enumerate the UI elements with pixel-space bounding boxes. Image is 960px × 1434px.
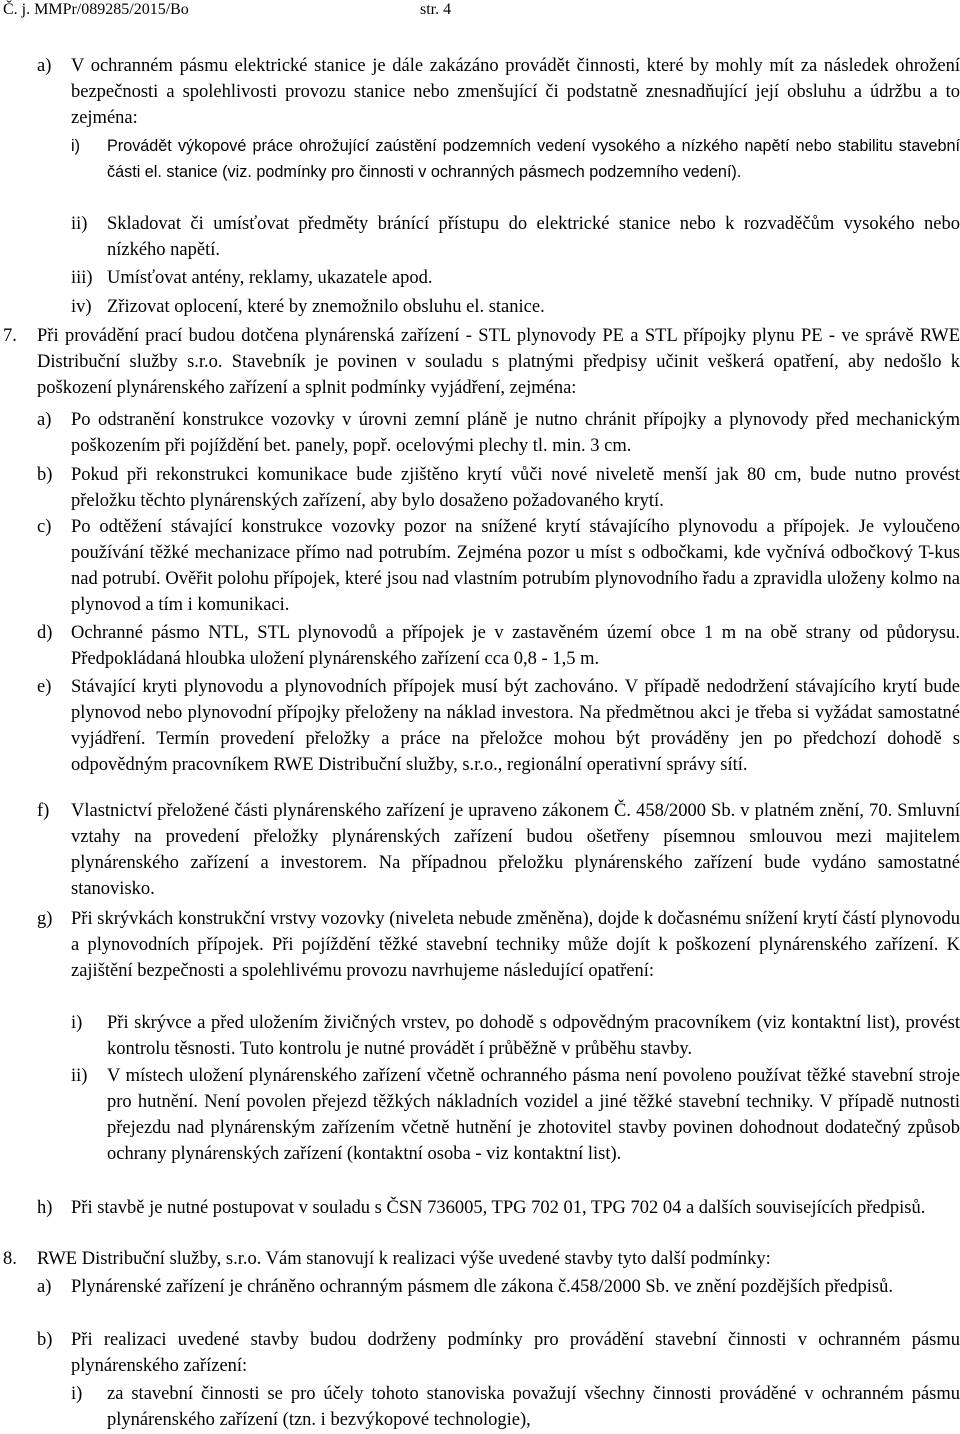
sub-item-i [71,133,960,185]
sub-item-7g-i [71,1010,960,1062]
list-text: V ochranném pásmu elektrické stanice je dále zakázáno provádět činnosti, které by mohly mít za následek ohrožení bezpečnosti a spolehlivosti provozu stanice nebo zmenšující či podstatně znesnadňující její obsluhu a údržbu a to zejména: [71,56,960,128]
list-label: h) [37,1198,53,1218]
sub-text: V místech uložení plynárenského zařízení včetně ochranného pásma není povoleno používat těžké stavební stroje pro hutnění. Není povolen přejezd těžkých nákladních vozidel a jiné těžké stavební techniky. V případě nutnosti přejezdu nad plynárenským zařízením včetně hutnění je zhotovitel stavby povinen dohodnout dodatečný způsob ochrany plynárenských zařízení (kontaktní osoba - viz kontaktní list). [107,1066,960,1164]
list-item-8a [37,1274,960,1300]
section-text: RWE Distribuční služby, s.r.o. Vám stanovují k realizaci výše uvedené stavby tyto další podmínky: [37,1249,771,1269]
list-text: Při realizaci uvedené stavby budou dodrženy podmínky pro provádění stavební činnosti v ochranném pásmu plynárenského zařízení: [71,1330,960,1376]
list-item-7g [37,906,960,984]
list-label: f) [37,801,50,821]
section-7 [3,323,960,401]
list-label: b) [37,1330,53,1350]
list-label: a) [37,56,52,76]
list-item-7c [37,514,960,618]
list-text: Po odtěžení stávající konstrukce vozovky pozor na snížené krytí stávajícího plynovodu a přípojek. Je vyloučeno používání těžké mechanizace přímo nad potrubím. Zejména pozor u míst s odbočkami, kde vyčnívá odbočkový T-kus nad potrubí. Ověřit polohu přípojek, které jsou nad vlastním potrubím plynovodního řadu a zpravidla uloženy kolmo na plynovod a tím i komunikaci. [71,517,960,615]
sub-text: Skladovat či umísťovat předměty bránící přístupu do elektrické stanice nebo k rozvaděčům vysokého nebo nízkého napětí. [107,214,960,260]
document-reference: Č. j. MMPr/089285/2015/Bo [3,1,189,18]
page-number: str. 4 [420,1,452,18]
list-text: Pokud při rekonstrukci komunikace bude zjištěno krytí vůči nové niveletě menší jak 80 cm, bude nutno provést přeložku těchto plynárenských zařízení, aby bylo dosaženo požadovaného krytí. [71,465,960,511]
sub-item-ii [71,211,960,263]
list-label: e) [37,677,52,697]
sub-text: Provádět výkopové práce ohrožující zaústění podzemních vedení vysokého a nízkého napětí nebo stabilitu stavební části el. stanice (viz. podmínky pro činnosti v ochranných pásmech podzemního vedení). [107,137,960,181]
sub-label: ii) [71,214,88,234]
sub-item-iii [71,265,960,291]
section-8 [3,1246,960,1272]
sub-item-8b-i [71,1381,960,1433]
sub-label: iv) [71,297,92,317]
list-item-7f [37,798,960,902]
list-text: Při stavbě je nutné postupovat v souladu s ČSN 736005, TPG 702 01, TPG 702 04 a dalších souvisejících předpisů. [71,1198,926,1218]
sub-label: ii) [71,1066,88,1086]
sub-text: Zřizovat oplocení, které by znemožnilo obsluhu el. stanice. [107,297,545,317]
sub-label: iii) [71,268,93,288]
sub-text: Při skrývce a před uložením živičných vrstev, po dohodě s odpovědným pracovníkem (viz kontaktní list), provést kontrolu těsnosti. Tuto kontrolu je nutné provádět í průběžně v průběhu stavby. [107,1013,960,1059]
page-header [0,0,960,20]
sub-item-iv [71,294,960,320]
list-text: Ochranné pásmo NTL, STL plynovodů a přípojek je v zastavěném území obce 1 m na obě strany od půdorysu. Předpokládaná hloubka uložení plynárenského zařízení cca 0,8 - 1,5 m. [71,623,960,669]
sub-label: i) [71,1384,83,1404]
list-label: d) [37,623,53,643]
list-text: Při skrývkách konstrukční vrstvy vozovky (niveleta nebude změněna), dojde k dočasnému snížení krytí částí plynovodu a plynovodních přípojek. Při pojíždění těžké stavební techniky může dojít k poškození plynárenského zařízení. K zajištění bezpečnosti a spolehlivému provozu navrhujeme následující opatření: [71,909,960,981]
list-label: a) [37,1277,52,1297]
list-text: Po odstranění konstrukce vozovky v úrovni zemní pláně je nutno chránit přípojky a plynovody před mechanickým poškozením při pojíždění bet. panely, popř. ocelovými plechy tl. min. 3 cm. [71,410,960,456]
list-text: Stávající kryti plynovodu a plynovodních přípojek musí být zachováno. V případě nedodržení stávajícího krytí bude plynovod nebo plynovodní přípojky přeloženy na náklad investora. Na předmětnou akci je třeba si vyžádat samostatné vyjádření. Termín provedení přeložky a práce na přeložce mohou být prováděny jen po předchozí dohodě s odpovědným pracovníkem RWE Distribuční služby, s.r.o., regionální operativní správy sítí. [71,677,960,775]
list-item-7b [37,462,960,514]
section-number: 8. [3,1249,17,1269]
sub-item-7g-ii [71,1063,960,1167]
list-label: c) [37,517,52,537]
list-item-8b [37,1327,960,1379]
sub-label: i) [71,137,80,155]
list-label: b) [37,465,53,485]
sub-text: za stavební činnosti se pro účely tohoto stanoviska považují všechny činnosti prováděné v ochranném pásmu plynárenského zařízení (tzn. i bezvýkopové technologie), [107,1384,960,1430]
sub-text: Umísťovat antény, reklamy, ukazatele apod. [107,268,433,288]
sub-label: i) [71,1013,83,1033]
section-number: 7. [3,326,17,346]
list-label: a) [37,410,52,430]
list-item-7e [37,674,960,778]
list-item-a-electric-station [37,53,960,131]
list-item-7d [37,620,960,672]
list-item-7a [37,407,960,459]
section-text: Při provádění prací budou dotčena plynárenská zařízení - STL plynovody PE a STL přípojky plynu PE - ve správě RWE Distribuční služby s.r.o. Stavebník je povinen v souladu s platnými předpisy učinit veškerá opatření, aby nedošlo k poškození plynárenského zařízení a splnit podmínky vyjádření, zejména: [37,326,960,398]
list-text: Vlastnictví přeložené části plynárenského zařízení je upraveno zákonem Č. 458/2000 Sb. v platném znění, 70. Smluvní vztahy na provedení přeložky plynárenských zařízení budou ošetřeny písemnou smlouvou mezi majitelem plynárenského zařízení a investorem. Na případnou přeložku plynárenského zařízení bude vydáno samostatné stanovisko. [71,801,960,899]
list-text: Plynárenské zařízení je chráněno ochranným pásmem dle zákona č.458/2000 Sb. ve znění pozdějších předpisů. [71,1277,893,1297]
list-label: g) [37,909,53,929]
list-item-7h [37,1195,960,1221]
